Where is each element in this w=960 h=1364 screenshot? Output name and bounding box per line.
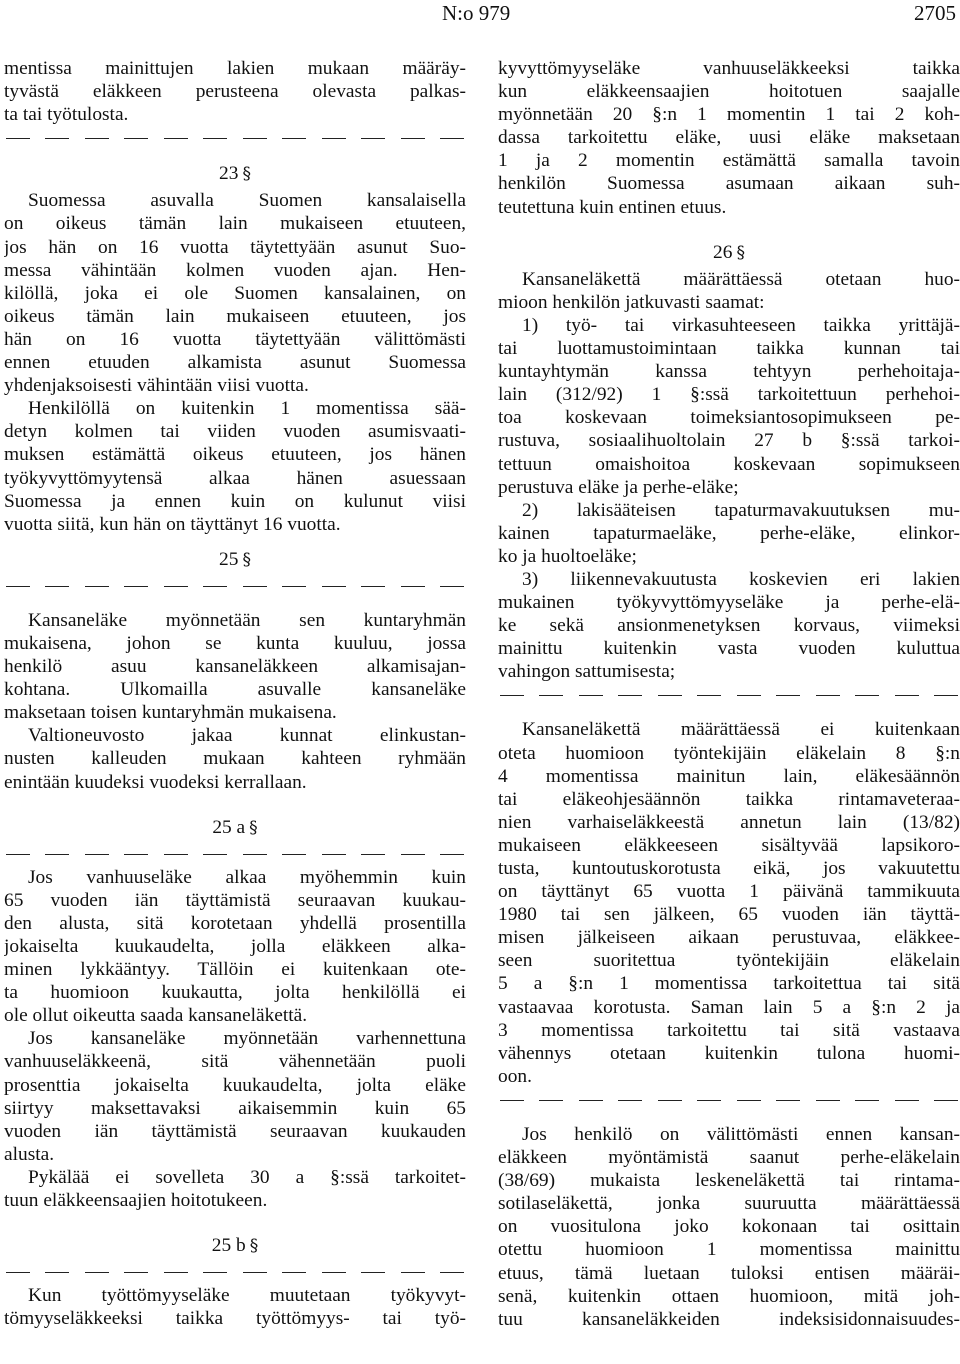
section-25a-paragraph-1	[4, 866, 466, 1028]
omission-dashes	[4, 1261, 466, 1284]
text-line: vastaavaa korotusta. Saman lain 5 a §:n 2 ja	[498, 996, 960, 1018]
text-line: 1 ja 2 momentin estämättä samalla tavoin	[498, 150, 960, 172]
text-line: tuu kansaneläkkeiden indeksisidonnaisuudes-	[498, 1308, 960, 1330]
text-line: ta huomioon kuukautta, jolta henkilöllä ei	[4, 982, 466, 1004]
text-line: tettuun omaishoitoa koskevaan sopimukseen	[498, 453, 960, 475]
section-26-item-2	[498, 499, 960, 568]
text-line: rustuva, sosiaalihuoltolain 27 b §:ssä tarkoi-	[498, 430, 960, 452]
text-line: Kansaneläkettä määrättäessä ei kuitenkaan	[522, 719, 960, 741]
text-line: otettu huomioon 1 momentissa mainittu	[498, 1239, 960, 1261]
section-heading-23	[4, 162, 466, 186]
omission-dashes	[498, 684, 960, 707]
text-line: perustuva eläke ja perhe-eläke;	[498, 476, 739, 498]
text-line: siirtyy maksettavaksi aikaisemmin kuin 65	[4, 1097, 466, 1119]
text-line: alusta.	[4, 1143, 55, 1165]
section-heading-25	[4, 548, 466, 572]
text-line: kuntayhtymän kanssa tehtyyn perhehoitaja-	[498, 361, 960, 383]
text-line: kainen tapaturmaeläke, perhe-eläke, elinkor-	[498, 522, 960, 544]
text-line: nien varhaiseläkkeestä annetun lain (13/82)	[498, 811, 960, 833]
text-line: toa koskevaan toimeksiantosopimukseen pe-	[498, 407, 960, 429]
section-25a-paragraph-3	[4, 1166, 466, 1212]
text-line: detyn kolmen tai viiden vuoden asumisvaati-	[4, 421, 466, 443]
section-symbol: §	[249, 817, 258, 838]
text-line: enintään kuudeksi vuodeksi kerrallaan.	[4, 771, 307, 793]
text-line: maksetaan toisen kuntaryhmän mukaisena.	[4, 702, 337, 724]
text-line: lain (312/92) 1 §:ssä tarkoitettuun perhehoi-	[498, 384, 960, 406]
text-line: mukaiseen eläkkeeseen sisältyvää lapsikoro-	[498, 834, 960, 856]
section-symbol: §	[242, 549, 251, 570]
omission-dashes	[498, 1089, 960, 1112]
text-line: hän on 16 vuotta täytettyään välittömästi	[4, 328, 466, 350]
text-line: Valtioneuvosto jakaa kunnat elinkustan-	[28, 725, 466, 747]
text-line: on oikeus tämän lain mukaiseen etuuteen,	[4, 213, 466, 235]
left-column	[4, 57, 466, 1357]
section-23-paragraph-1	[4, 189, 466, 397]
text-line: ole ollut oikeutta saada kansaneläkettä.	[4, 1005, 308, 1027]
text-line: vuoden iän täyttämistä seuraavan kuukauden	[4, 1120, 466, 1142]
text-line: teutettuna kuin entinen etuus.	[498, 196, 727, 218]
section-number: 23	[219, 163, 239, 185]
section-26-paragraph-3	[498, 1123, 960, 1331]
text-line: tai eläkeohjesäännön taikka rintamaveteraa-	[498, 788, 960, 810]
text-line: mioon henkilön jatkuvasti saamat:	[498, 291, 765, 313]
text-line: myönnetään 20 §:n 1 momentin 1 tai 2 koh-	[498, 104, 960, 126]
text-line: kyvyttömyyseläke vanhuuseläkkeeksi taikka	[498, 58, 960, 79]
text-line: yhdenjaksoisesti vähintään viisi vuotta.	[4, 375, 309, 397]
text-line: Jos vanhuuseläke alkaa myöhemmin kuin	[28, 866, 466, 888]
text-line: vanhuuseläkkeenä, sitä vähennetään puoli	[4, 1051, 466, 1073]
section-symbol: §	[242, 164, 251, 185]
text-line: tuun eläkkeensaajien hoitotukeen.	[4, 1190, 268, 1212]
text-line: muksen estämättä oikeus etuuteen, jos hänen	[4, 444, 466, 466]
text-line: dassa tarkoitettu eläke, uusi eläke maksetaan	[498, 127, 960, 149]
text-line: Kansaneläkettä määrättäessä otetaan huo-	[522, 268, 960, 290]
text-line: vahingon sattumisesta;	[498, 661, 676, 683]
text-line: oon.	[498, 1065, 532, 1087]
text-line: nusten kalleuden mukaan kahteen ryhmään	[4, 748, 466, 770]
text-line: tai luottamustoimintaan taikka kunnan tai	[498, 338, 960, 360]
text-line: tömyyseläkkeeksi taikka työttömyys- tai työ-	[4, 1308, 466, 1330]
issue-number: N:o 979	[442, 1, 511, 25]
text-line: 2) lakisääteisen tapaturmavakuutuksen mu-	[522, 499, 960, 521]
section-23-paragraph-2	[4, 397, 466, 536]
section-26-item-1	[498, 314, 960, 499]
section-number: 26	[713, 241, 733, 263]
section-25b-paragraph-1	[4, 1284, 466, 1330]
section-number: 25	[219, 548, 239, 570]
omission-dashes	[4, 843, 466, 866]
right-column	[498, 57, 960, 1357]
section-25-paragraph-1	[4, 609, 466, 724]
text-line: 1980 tai sen jälkeen, 65 vuoden iän täyttä-	[498, 904, 960, 926]
text-line: kohtana. Ulkomailla asuvalle kansaneläke	[4, 679, 466, 701]
text-line: minen lykkääntyy. Tällöin ei kuitenkaan ote-	[4, 959, 466, 981]
text-line: kun eläkkeensaajien hoitotuen saajalle	[498, 81, 960, 103]
text-line: Suomessa ja ennen kuin on kulunut viisi	[4, 490, 466, 512]
text-line: sotilaseläkettä, jonka suuruutta määrättäessä	[498, 1193, 960, 1215]
text-line: 4 momentissa mainitun lain, eläkesäännön	[498, 765, 960, 787]
text-line: ennen etuuden alkamista asunut Suomessa	[4, 352, 466, 374]
text-line: jokaiselta kuukaudelta, jolla eläkkeen alka-	[4, 936, 466, 957]
text-line: on vuositulona joko kokonaan tai osittain	[498, 1216, 960, 1238]
section-25-paragraph-2	[4, 724, 466, 793]
text-line: on täyttänyt 65 vuotta 1 päivänä tammikuuta	[498, 881, 960, 903]
text-line: 1) työ- tai virkasuhteeseen taikka yrittäjä-	[522, 314, 960, 336]
section-25a-paragraph-2	[4, 1027, 466, 1166]
omission-dashes	[4, 127, 466, 150]
section-heading-26	[498, 241, 960, 265]
text-line: mukainen työkyvyttömyyseläke ja perhe-elä-	[498, 592, 960, 614]
section-26-item-3	[498, 568, 960, 683]
text-line: vuotta siitä, kun hän on täyttänyt 16 vuotta.	[4, 513, 341, 535]
page-header	[0, 2, 960, 30]
text-line: 65 vuoden iän täyttämistä seuraavan kuukau-	[4, 889, 466, 911]
continued-paragraph	[498, 57, 960, 219]
text-line: 3 momentissa tarkoitettu tai sitä vastaava	[498, 1019, 960, 1041]
text-line: den alusta, sitä korotetaan yhdellä prosentilla	[4, 912, 466, 934]
section-symbol: §	[736, 242, 745, 263]
section-number: 25 b	[211, 1235, 246, 1257]
text-line: (38/69) mukaista leskeneläkettä tai rintama-	[498, 1170, 960, 1192]
text-line: tyvästä eläkkeen perusteena olevasta palkas-	[4, 81, 466, 103]
text-line: mainittu kuitenkin vasta vuoden kuluttua	[498, 638, 960, 660]
text-line: Jos henkilö on välittömästi ennen kansan-	[522, 1123, 960, 1145]
text-line: prosenttia jokaiselta kuukaudelta, jolta eläke	[4, 1074, 466, 1096]
text-line: mentissa mainittujen lakien mukaan määräy-	[4, 58, 466, 79]
text-line: työkyvyttömyytensä alkaa hänen asuessaan	[4, 467, 466, 489]
text-line: seen suoritettua työntekijäin eläkelain	[498, 950, 960, 972]
text-line: vähennys otetaan kuitenkin tulona huomi-	[498, 1042, 960, 1064]
text-line: ta tai työtulosta.	[4, 104, 129, 126]
page-number: 2705	[914, 1, 956, 25]
text-line: Jos kansaneläke myönnetään varhennettuna	[28, 1028, 466, 1050]
text-line: senä, kuitenkin ottaen huomioon, mitä joh-	[498, 1285, 960, 1307]
text-line: kilöllä, joka ei ole Suomen kansalainen, on	[4, 282, 466, 304]
text-line: henkilön Suomessa asumaan aikaan suh-	[498, 173, 960, 195]
text-line: 3) liikennevakuutusta koskevien eri lakien	[522, 568, 960, 590]
section-symbol: §	[249, 1236, 259, 1257]
text-line: Pykälää ei sovelleta 30 a §:ssä tarkoitet-	[28, 1166, 466, 1188]
section-heading-25a	[4, 816, 466, 840]
intro-paragraph	[4, 57, 466, 126]
text-line: ke sekä ansionmenetyksen korvaus, viimeksi	[498, 615, 960, 637]
text-line: etuus, tämä luetaan tuloksi entisen määräi-	[498, 1262, 960, 1284]
text-line: misen jälkeiseen aikaan perustuvaa, eläkkee-	[498, 927, 960, 949]
text-line: ko ja huoltoeläke;	[498, 545, 637, 567]
text-line: Kansaneläke myönnetään sen kuntaryhmän	[28, 609, 466, 631]
text-line: mukaisena, johon se kunta kuuluu, jossa	[4, 632, 466, 654]
omission-dashes	[4, 575, 466, 598]
text-line: Kun työttömyyseläke muutetaan työkyvyt-	[28, 1285, 466, 1307]
text-line: henkilö asuu kansaneläkkeen alkamisajan-	[4, 656, 466, 678]
text-line: oikeus tämän lain mukaiseen etuuteen, jos	[4, 305, 466, 327]
text-line: oteta huomioon työntekijäin eläkelain 8 §:n	[498, 742, 960, 764]
section-heading-25b	[4, 1234, 466, 1258]
section-26-paragraph-1	[498, 268, 960, 314]
section-number: 25 a	[212, 816, 246, 838]
text-line: 5 a §:n 1 momentissa tarkoitettua tai sitä	[498, 973, 960, 995]
text-line: Suomessa asuvalla Suomen kansalaisella	[28, 190, 466, 212]
section-26-paragraph-2	[498, 718, 960, 1088]
text-line: messa vähintään kolmen vuoden ajan. Hen-	[4, 259, 466, 281]
text-line: jos hän on 16 vuotta täytettyään asunut Suo-	[4, 236, 466, 258]
text-line: Henkilöllä on kuitenkin 1 momentissa sää-	[28, 398, 466, 420]
text-line: eläkkeen myöntämistä saanut perhe-eläkelain	[498, 1147, 960, 1169]
text-line: tusta, kuntoutuskorotusta eikä, jos vakuutettu	[498, 858, 960, 879]
